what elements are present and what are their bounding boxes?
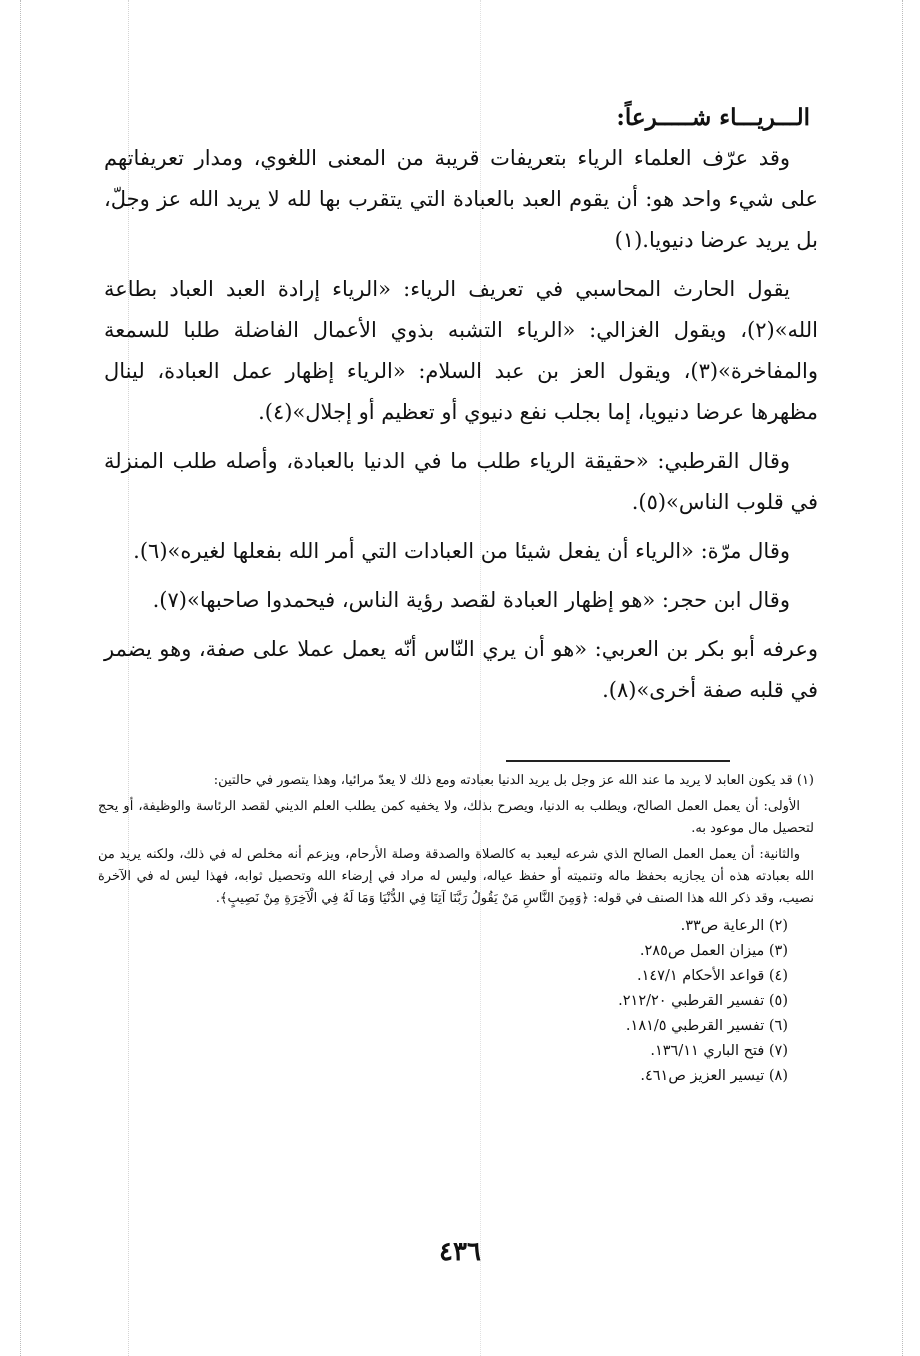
reference-item: (٨) تيسير العزيز ص٤٦١.: [640, 1068, 788, 1084]
reference-item: (٦) تفسير القرطبي ١٨١/٥.: [625, 1018, 788, 1034]
paragraph-definition: وقد عرّف العلماء الرياء بتعريفات قريبة من المعنى اللغوي، ومدار تعريفاتهم على شيء واحد هو: أن يقوم العبد بالعبادة التي يتقرب بها لله لا يريد الله عز وجلّ، بل يريد عرضا دنيويا.(١): [104, 146, 818, 252]
footnotes: [98, 770, 814, 1089]
page-number: ٤٣٦: [439, 1237, 481, 1267]
footnote-1: (١) قد يكون العابد لا يريد ما عند الله عز وجل بل يريد الدنيا بعبادته ومع ذلك لا يعدّ مرائيا، وهذا يتصور في حالتين:: [213, 773, 814, 788]
section-heading: الـــريـــاء شـــــرعاً:: [616, 104, 810, 131]
main-text: [104, 98, 818, 719]
reference-item: (٥) تفسير القرطبي ٢١٢/٢٠.: [618, 993, 788, 1009]
reference-item: (٤) قواعد الأحكام ١٤٧/١.: [637, 968, 788, 984]
paragraph-ibn-hajar: وقال ابن حجر: «هو إظهار العبادة لقصد رؤية الناس، فيحمدوا صاحبها»(٧).: [152, 588, 790, 612]
footnote-separator: [506, 760, 730, 762]
reference-item: (٢) الرعاية ص٣٣.: [680, 918, 788, 934]
scan-margin-line: [902, 0, 903, 1356]
paragraph-ibn-arabi: وعرفه أبو بكر بن العربي: «هو أن يري النّاس أنّه يعمل عملا على صفة، وهو يضمر في قلبه صفة أخرى»(٨).: [104, 637, 818, 702]
paragraph-qurtubi-2: وقال مرّة: «الرياء أن يفعل شيئا من العبادات التي أمر الله بفعلها لغيره»(٦).: [133, 539, 790, 563]
footnote-1-first-case: الأولى: أن يعمل العمل الصالح، ويطلب به الدنيا، ويصرح بذلك، ولا يخفيه كمن يطلب العلم الديني لقصد الرئاسة والوظيفة، أو يحج لتحصيل مال موعود به.: [98, 799, 814, 836]
footnote-1-second-case: والثانية: أن يعمل العمل الصالح الذي شرعه ليعبد به كالصلاة والصدقة وصلة الأرحام، ويزعم أنه مخلص له في ذلك، ولكنه يريد من الله بعبادته هذه أن يجازيه بحفظ ماله وتنميته أو حفظ عياله، وليس له مراد في إرضاء الله وتحصيل ثوابه، فهذا ليس له في الآخرة نصيب، وقد ذكر الله هذا الصنف في قوله: ﴿وَمِنَ النَّاسِ مَنْ يَقُولُ رَبَّنَا آتِنَا فِي الدُّنْيَا وَمَا لَهُ فِي الْآخِرَةِ مِنْ نَصِيبٍ﴾.: [98, 847, 814, 906]
scan-margin-line: [20, 0, 21, 1356]
reference-item: (٣) ميزان العمل ص٢٨٥.: [639, 943, 788, 959]
reference-list: [98, 914, 814, 1089]
paragraph-scholars: يقول الحارث المحاسبي في تعريف الرياء: «الرياء إرادة العبد العباد بطاعة الله»(٢)، ويقول الغزالي: «الرياء التشبه بذوي الأعمال الفاضلة طلبا للسمعة والمفاخرة»(٣)، ويقول العز بن عبد السلام: «الرياء إظهار عمل العبادة، لينال مظهرها عرضا دنيويا، إما بجلب نفع دنيوي أو تعظيم أو إجلال»(٤).: [104, 277, 818, 424]
reference-item: (٧) فتح الباري ١٣٦/١١.: [650, 1043, 788, 1059]
paragraph-qurtubi: وقال القرطبي: «حقيقة الرياء طلب ما في الدنيا بالعبادة، وأصله طلب المنزلة في قلوب الناس»(٥).: [104, 449, 818, 514]
